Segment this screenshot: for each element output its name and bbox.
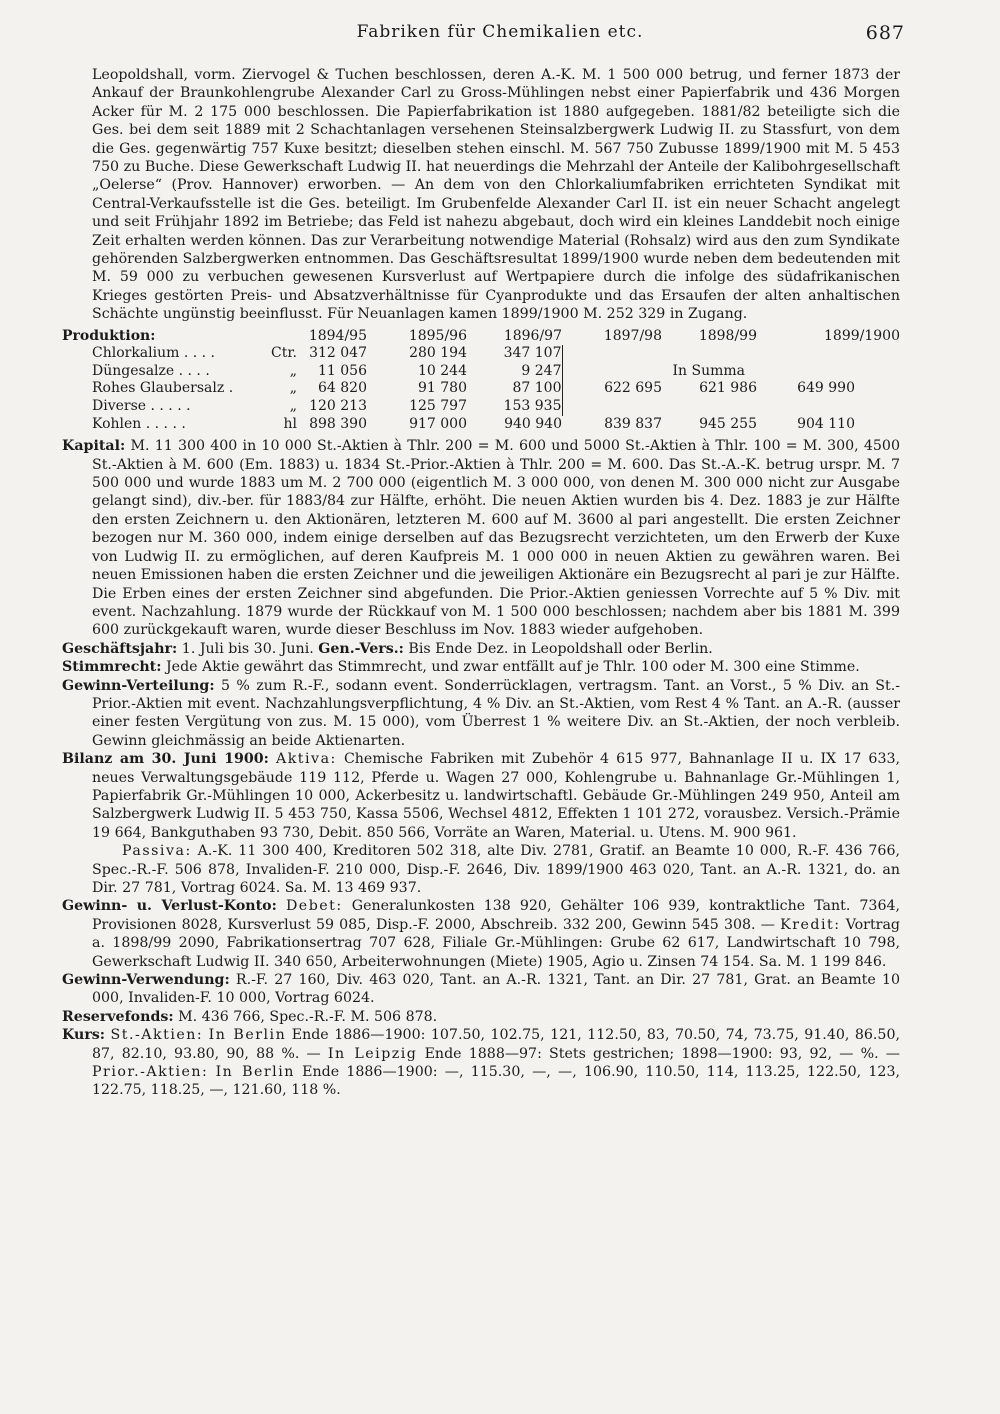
page-number: 687: [865, 22, 905, 44]
kredit-label: Kredit:: [780, 916, 841, 933]
in-summa-label: In Summa: [672, 362, 745, 379]
year-1896-97: 1896/97: [503, 327, 562, 344]
kapital-label: Kapital:: [62, 438, 126, 455]
st-aktien-label: St.-Aktien:: [110, 1027, 204, 1044]
reservefonds-label: Reservefonds:: [62, 1008, 174, 1025]
prior-aktien-label: Prior.-Aktien:: [92, 1064, 209, 1081]
geschaeftsjahr-section: Geschäftsjahr: 1. Juli bis 30. Juni. Gen.-Vers.: Bis Ende Dez. in Leopoldshall oder Berlin.: [62, 640, 713, 657]
production-section: [62, 328, 900, 434]
stimmrecht-label: Stimmrecht:: [62, 659, 162, 676]
gewinn-verlust-section: Gewinn- u. Verlust-Konto: Debet: Generalunkosten 138 920, Gehälter 106 939, kontraktliche Tant. 7364, Provisionen 8028, Kursverlust 59 085, Disp.-F. 2000, Abschreib. 332 200, Gewinn 545 308. — Kredit: Vortrag a. 1898/99 2090, Fabrikationsertrag 707 628, Filiale Gr.-Mühlingen: Grube 62 617, Landwirtschaft 10 798, Gewerkschaft Ludwig II. 340 650, Arbeiterwohnungen (Miete) 1905, Agio u. Zinsen 74 154. Sa. M. 1 199 846.: [62, 898, 901, 970]
year-1895-96: 1895/96: [408, 327, 467, 344]
gen-vers-label: Gen.-Vers.:: [318, 640, 404, 657]
gewinn-verteilung-label: Gewinn-Verteilung:: [62, 677, 215, 694]
kurs-section: Kurs: St.-Aktien: In Berlin Ende 1886—1900: 107.50, 102.75, 121, 112.50, 83, 70.50, 74, 73.75, 91.40, 86.50, 87, 82.10, 93.80, 90, 88 %. — In Leipzig Ende 1888—97: Stets gestrichen; 1898—1900: 93, 92, — %. — Prior.-Aktien: In Berlin Ende 1886—1900: —, 115.30, —, —, 106.90, 110.50, 114, 113.25, 122.50, 123, 122.75, 118.25, —, 121.60, 118 %.: [62, 1027, 900, 1099]
running-title: Fabriken für Chemikalien etc.: [356, 22, 644, 42]
kapital-text: M. 11 300 400 in 10 000 St.-Aktien à Thlr. 200 = M. 600 und 5000 St.-Aktien à Thlr. 100 = M. 300, 4500 St.-Aktien à M. 600 (Em. 1883) u. 1834 St.-Prior.-Aktien à Thlr. 200 = M. 600. Das St.-A.-K. betrug urspr. M. 7 500 000 und wurde 1883 um M. 2 700 000 (eigentlich M. 3 000 000, von denen M. 300 000 nicht zur Ausgabe gelangt sind), div.-ber. für 1883/84 zur Hälfte, erhöht. Die neuen Aktien wurden bis 4. Dez. 1883 je zur Hälfte den ersten Zeichnern u. den Aktionären, letzteren M. 600 auf M. 3600 al pari angestellt. Die ersten Zeichner bezogen nur M. 360 000, indem einige derselben auf das Bezugsrecht verzichteten, um den Erwerb der Kuxe von Ludwig II. zu ermöglichen, auf deren Kaufpreis M. 1 000 000 in neuen Aktien zu gewähren waren. Bei neuen Emissionen haben die ersten Zeichner und die jeweiligen Aktionäre ein Bezugsrecht al pari je zur Hälfte. Die Erben eines der ersten Zeichner sind abgefunden. Die Prior.-Aktien geniessen Vorrechte auf 5 % Div. mit event. Nachzahlung. 1879 wurde der Rückkauf von M. 1 500 000 beschlossen; nachdem aber bis 1881 M. 399 600 zurückgekauft waren, wurde dieser Beschluss im Nov. 1883 wieder aufgehoben.: [92, 438, 900, 639]
reservefonds-section: Reservefonds: M. 436 766, Spec.-R.-F. M. 506 878.: [62, 1008, 438, 1025]
kapital-section: [62, 437, 900, 639]
table-row: Chlorkalium . . . . Ctr. 312 047 280 194 347 107: [92, 345, 562, 362]
table-row: Diverse . . . . . „ 120 213 125 797 153 935: [92, 398, 562, 415]
debet-label: Debet:: [285, 898, 343, 915]
bilanz-section: [62, 750, 900, 842]
year-1898-99: 1898/99: [698, 327, 757, 344]
production-header-row: [62, 328, 900, 346]
page-header: [0, 22, 1000, 52]
aktiva-label: Aktiva:: [275, 751, 337, 768]
gewinn-verwendung-label: Gewinn-Verwendung:: [62, 972, 230, 989]
year-1894-95: 1894/95: [308, 327, 367, 344]
passiva-label: Passiva:: [122, 843, 192, 860]
summa-1898-99: 621 986: [699, 380, 757, 397]
bilanz-label: Bilanz am 30. Juni 1900:: [62, 751, 269, 768]
aktiva-text: Chemische Fabriken mit Zubehör 4 615 977, Bahnanlage II u. IX 17 633, neues Verwaltungsgebäude 119 112, Pferde u. Wagen 27 000, Kohlengrube u. Bahnanlage Gr.-Mühlingen 1, Papierfabrik Gr.-Mühlingen 10 000, Ackerbesitz u. landwirtschaftl. Gebäude Gr.-Mühlingen 249 950, Anteil am Salzbergwerk Ludwig II. 5 453 750, Kassa 5506, Wechsel 4812, Effekten 1 101 272, vorausbez. Versich.-Prämie 19 664, Bankguthaben 93 730, Debit. 850 566, Vorräte an Waren, Material. u. Utens. M. 900 961.: [92, 751, 901, 841]
summa-1897-98: 622 695: [604, 380, 662, 397]
table-row: Rohes Glaubersalz . „ 64 820 91 780 87 100 622 695 621 986 649 990: [92, 380, 855, 397]
table-row: Düngesalze . . . . „ 11 056 10 244 9 247 In Summa: [62, 363, 900, 381]
summa-1899-1900: 649 990: [797, 380, 855, 397]
table-row: Kohlen . . . . . hl 898 390 917 000 940 940 839 837 945 255 904 110: [92, 415, 855, 432]
page-body: [62, 66, 900, 1100]
geschaeftsjahr-label: Geschäftsjahr:: [62, 640, 178, 657]
kurs-label: Kurs:: [62, 1027, 106, 1044]
production-table: [62, 328, 900, 434]
stimmrecht-section: Stimmrecht: Jede Aktie gewährt das Stimmrecht, und zwar entfällt auf je Thlr. 100 oder M. 300 eine Stimme.: [62, 659, 860, 676]
gewinn-verteilung-section: Gewinn-Verteilung: 5 % zum R.-F., sodann event. Sonderrücklagen, vertragsm. Tant. an Vorst., 5 % Div. an St.-Prior.-Aktien mit event. Nachzahlungsverpflichtung, 4 % Div. an St.-Aktien, vom Rest 4 % Tant. an A.-R. (ausser einer festen Vergütung von zus. M. 15 000), vom Überrest 1 % weitere Div. an St.-Aktien, der noch verbleib. Gewinn gleichmässig an beide Aktienarten.: [62, 677, 900, 749]
passiva-text: A.-K. 11 300 400, Kreditoren 502 318, alte Div. 2781, Gratif. an Beamte 10 000, R.-F. 436 766, Spec.-R.-F. 506 878, Invaliden-F. 210 000, Disp.-F. 2646, Div. 1899/1900 463 020, Tant. an A.-R. 1321, do. an Dir. 27 781, Vortrag 6024. Sa. M. 13 469 937.: [92, 843, 900, 896]
intro-paragraph: Leopoldshall, vorm. Ziervogel & Tuchen beschlossen, deren A.-K. M. 1 500 000 betrug, und ferner 1873 der Ankauf der Braunkohlengrube Alexander Carl zu Gross-Mühlingen nebst einer Papierfabrik und 436 Morgen Acker für M. 2 175 000 beschlossen. Die Papierfabrikation ist 1880 aufgegeben. 1881/82 beteiligte sich die Ges. bei dem seit 1889 mit 2 Schachtanlagen versehenen Steinsalzbergwerk Ludwig II. zu Stassfurt, von dem die Ges. gegenwärtig 757 Kuxe besitzt; dieselben stehen einschl. M. 567 750 Zubusse 1899/1900 mit M. 5 453 750 zu Buche. Diese Gewerkschaft Ludwig II. hat neuerdings die Mehrzahl der Anteile der Kalibohrgesellschaft „Oelerse“ (Prov. Hannover) erworben. — An dem von den Chlorkaliumfabriken errichteten Syndikat mit Central-Verkaufsstelle ist die Ges. beteiligt. Im Grubenfelde Alexander Carl II. ist ein neuer Schacht angelegt und seit Frühjahr 1892 im Betriebe; das Feld ist nahezu abgebaut, doch wird ein kleines Landdebit noch einige Zeit erhalten werden können. Das zur Verarbeitung notwendige Material (Rohsalz) wird aus den zum Syndikate gehörenden Salzbergwerken entnommen. Das Geschäftsresultat 1899/1900 wurde neben dem bedeutenden mit M. 59 000 zu verbuchen gewesenen Kursverlust auf Wertpapiere durch die infolge des südafrikanischen Krieges gestörten Preis- und Absatzverhältnisse für Cyanprodukte und das Ersaufen der alten anhaltischen Schächte ungünstig beeinflusst. Für Neuanlagen kamen 1899/1900 M. 252 329 in Zugang.: [92, 67, 900, 323]
gewinn-verwendung-section: Gewinn-Verwendung: R.-F. 27 160, Div. 463 020, Tant. an A.-R. 1321, Tant. an Dir. 27 781, Grat. an Beamte 10 000, Invaliden-F. 10 000, Vortrag 6024.: [62, 972, 900, 1007]
gewinn-verlust-label: Gewinn- u. Verlust-Konto:: [62, 898, 277, 915]
year-1899-1900: 1899/1900: [824, 327, 900, 344]
year-1897-98: 1897/98: [603, 327, 662, 344]
passiva-section: [62, 842, 900, 897]
production-label: Produktion:: [62, 327, 156, 344]
